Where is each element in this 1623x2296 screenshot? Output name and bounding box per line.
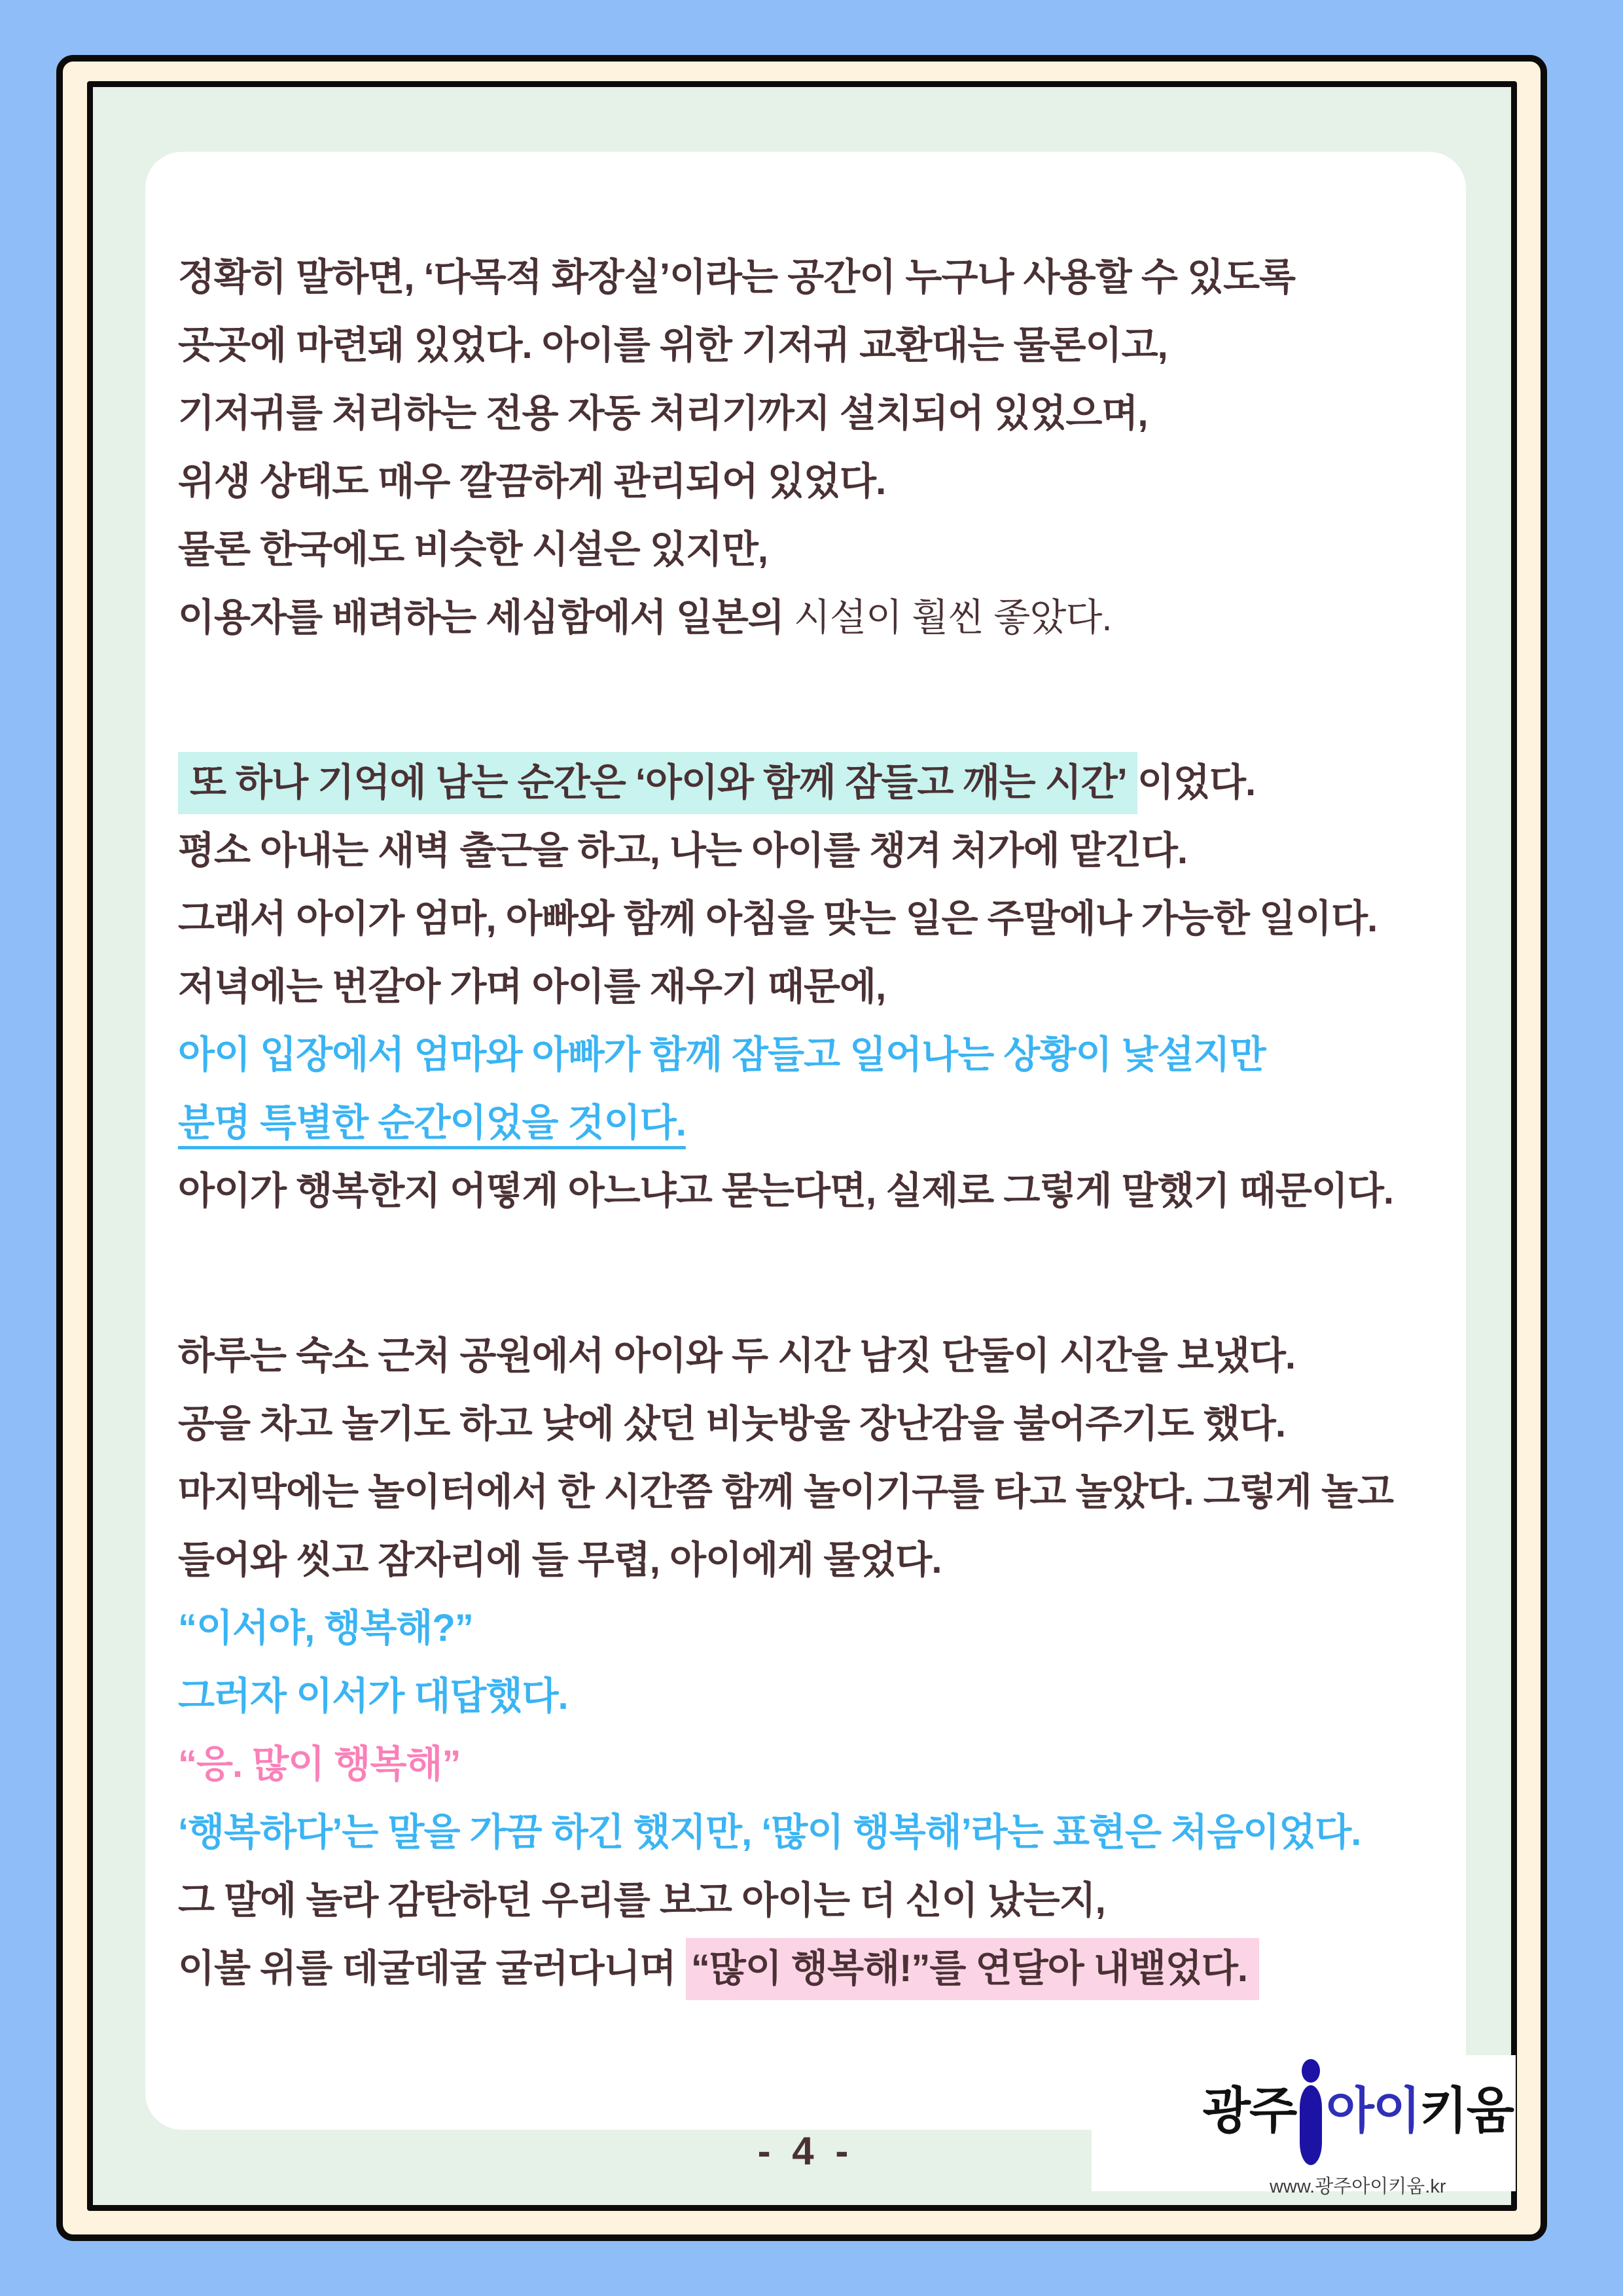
paragraph — [178, 243, 1471, 652]
logo-word-middle: 아이 — [1326, 2083, 1420, 2139]
person-icon — [1300, 2059, 1322, 2165]
text-run: 정확히 말하면, ‘다목적 화장실’이라는 공간이 누구나 사용할 수 있도록 — [178, 256, 1296, 298]
text-run: 기저귀를 처리하는 전용 자동 처리기까지 설치되어 있었으며, — [178, 392, 1148, 435]
person-icon-head — [1302, 2059, 1320, 2083]
logo-word-left: 광주 — [1202, 2083, 1296, 2139]
text-run: 저녁에는 번갈아 가며 아이를 재우기 때문에, — [178, 965, 886, 1008]
logo-word-right: 키움 — [1419, 2083, 1513, 2139]
person-icon-body — [1300, 2085, 1322, 2165]
text-run: 이용자를 배려하는 세심함에서 일본의 — [178, 596, 794, 639]
text-run: 물론 한국에도 비슷한 시설은 있지만, — [178, 528, 768, 571]
text-run: 그러자 이서가 대답했다. — [178, 1675, 568, 1717]
paragraph — [178, 1322, 1471, 2003]
paragraph — [178, 749, 1471, 1225]
text-run: 마지막에는 놀이터에서 한 시간쯤 함께 놀이기구를 타고 놀았다. 그렇게 놀고 — [178, 1471, 1394, 1513]
text-run: 그래서 아이가 엄마, 아빠와 함께 아침을 맞는 일은 주말에나 가능한 일이다. — [178, 897, 1378, 940]
text-run: 이불 위를 데굴데굴 굴러다니며 — [178, 1947, 686, 1990]
text-run: 공을 차고 놀기도 하고 낮에 샀던 비눗방울 장난감을 불어주기도 했다. — [178, 1403, 1285, 1445]
text-run: 분명 특별한 순간이었을 것이다. — [178, 1102, 686, 1144]
text-run: 위생 상태도 매우 깔끔하게 관리되어 있었다. — [178, 460, 886, 503]
text-run: 아이가 행복한지 어떻게 아느냐고 묻는다면, 실제로 그렇게 말했기 때문이다. — [178, 1170, 1394, 1212]
logo-url: www.광주아이키움.kr — [1269, 2176, 1446, 2197]
body-text — [178, 243, 1471, 2003]
text-run: 하루는 숙소 근처 공원에서 아이와 두 시간 남짓 단둘이 시간을 보냈다. — [178, 1335, 1296, 1377]
page-number: - 4 - — [757, 2129, 854, 2173]
text-run: “이서야, 행복해?” — [178, 1607, 473, 1649]
text-run: 그 말에 놀라 감탄하던 우리를 보고 아이는 더 신이 났는지, — [178, 1879, 1105, 1922]
text-run: 평소 아내는 새벽 출근을 하고, 나는 아이를 챙겨 처가에 맡긴다. — [178, 829, 1187, 872]
logo-row — [1202, 2059, 1513, 2165]
text-run: 아이 입장에서 엄마와 아빠가 함께 잠들고 일어나는 상황이 낯설지만 — [178, 1033, 1266, 1076]
text-run: 또 하나 기억에 남는 순간은 ‘아이와 함께 잠들고 깨는 시간’ — [178, 752, 1137, 814]
text-run: ‘행복하다’는 말을 가끔 하긴 했지만, ‘많이 행복해’라는 표현은 처음이었다. — [178, 1811, 1361, 1854]
text-run: 들어와 씻고 잠자리에 들 무렵, 아이에게 물었다. — [178, 1539, 942, 1581]
gwangju-aikium-logo — [1202, 2059, 1513, 2198]
text-run: 시설이 훨씬 좋았다. — [793, 596, 1112, 639]
text-run: 이었다. — [1137, 761, 1256, 804]
text-run: “많이 행복해!”를 연달아 내뱉었다. — [686, 1938, 1259, 2000]
text-run: 곳곳에 마련돼 있었다. 아이를 위한 기저귀 교환대는 물론이고, — [178, 324, 1168, 367]
text-run: “응. 많이 행복해” — [178, 1743, 461, 1785]
